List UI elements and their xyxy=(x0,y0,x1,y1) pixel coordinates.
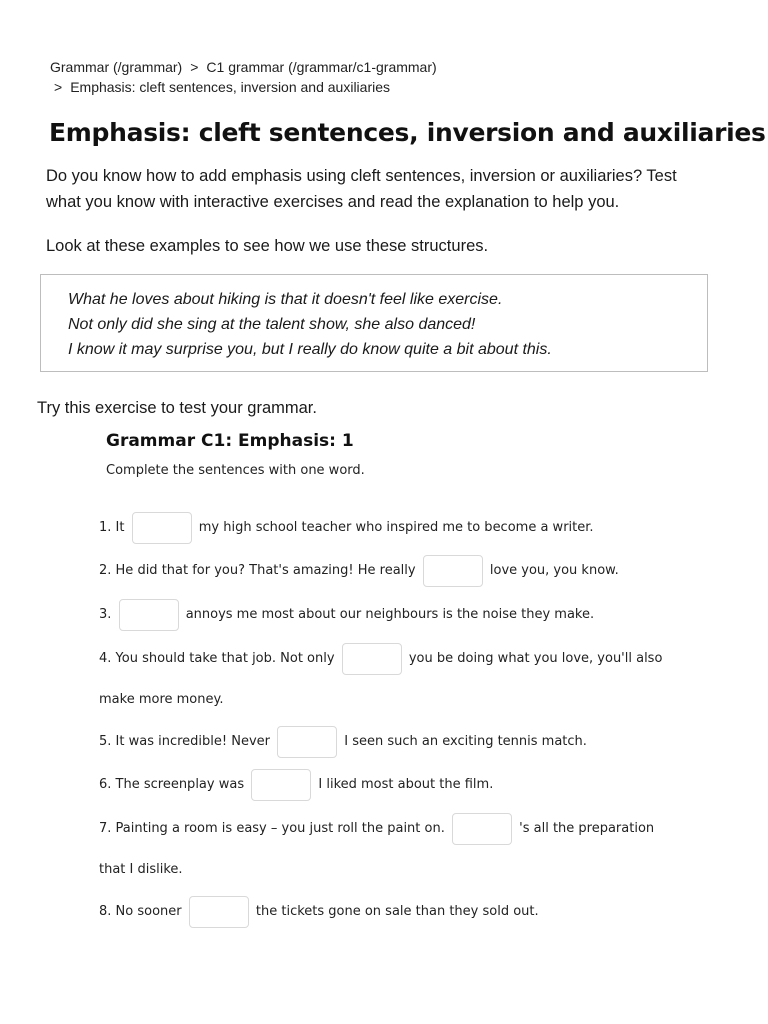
question-text-before: 8. No sooner xyxy=(99,904,182,919)
question-text-before: 4. You should take that job. Not only xyxy=(99,651,335,666)
example-sentence: What he loves about hiking is that it doesn't feel like exercise. xyxy=(68,291,503,308)
try-exercise-text: Try this exercise to test your grammar. xyxy=(37,399,317,417)
answer-input-4[interactable] xyxy=(342,643,402,675)
question-4 xyxy=(99,638,679,720)
answer-input-2[interactable] xyxy=(423,555,483,587)
question-text-before: 1. It xyxy=(99,520,125,535)
question-text-after: I seen such an exciting tennis match. xyxy=(344,734,587,749)
answer-input-6[interactable] xyxy=(251,769,311,801)
question-2 xyxy=(99,550,679,591)
question-text-before: 2. He did that for you? That's amazing! He really xyxy=(99,563,416,578)
question-text-after: love you, you know. xyxy=(489,563,619,578)
answer-input-3[interactable] xyxy=(119,599,179,631)
question-text-before: 7. Painting a room is easy – you just roll the paint on. xyxy=(99,821,445,836)
answer-input-5[interactable] xyxy=(277,726,337,758)
answer-input-8[interactable] xyxy=(189,896,249,928)
question-text-after: my high school teacher who inspired me to become a writer. xyxy=(198,520,594,535)
question-text-after: annoys me most about our neighbours is the noise they make. xyxy=(185,607,595,622)
question-5 xyxy=(99,721,679,762)
breadcrumb-current: Emphasis: cleft sentences, inversion and auxiliaries xyxy=(70,79,391,95)
question-text-after: you be doing what you love, you'll also make more money. xyxy=(99,651,663,707)
question-text-after: I liked most about the film. xyxy=(318,777,494,792)
intro-text: Do you know how to add emphasis using cleft sentences, inversion or auxiliaries? Test what you know with interactive exercises and read the explanation to help you. xyxy=(46,167,677,211)
question-8 xyxy=(99,891,679,932)
breadcrumb-separator: > xyxy=(54,79,63,95)
breadcrumb xyxy=(50,57,437,97)
breadcrumb-link-c1-grammar[interactable]: C1 grammar (/grammar/c1-grammar) xyxy=(206,59,437,75)
example-sentence: Not only did she sing at the talent show, she also danced! xyxy=(68,316,476,333)
question-text-before: 6. The screenplay was xyxy=(99,777,245,792)
answer-input-7[interactable] xyxy=(452,813,512,845)
answer-input-1[interactable] xyxy=(132,512,192,544)
exercise-instructions: Complete the sentences with one word. xyxy=(106,463,365,478)
breadcrumb-separator: > xyxy=(190,59,199,75)
question-text-after: the tickets gone on sale than they sold out. xyxy=(255,904,539,919)
question-7 xyxy=(99,808,679,890)
exercise-title: Grammar C1: Emphasis: 1 xyxy=(106,431,354,451)
example-sentence: I know it may surprise you, but I really do know quite a bit about this. xyxy=(68,341,552,358)
question-text-before: 3. xyxy=(99,607,112,622)
question-3 xyxy=(99,594,679,635)
question-text-after: 's all the preparation that I dislike. xyxy=(99,821,655,877)
breadcrumb-link-grammar[interactable]: Grammar (/grammar) xyxy=(50,59,183,75)
page-title: Emphasis: cleft sentences, inversion and auxiliaries xyxy=(49,118,766,147)
examples-intro-text: Look at these examples to see how we use these structures. xyxy=(46,237,489,255)
question-6 xyxy=(99,764,679,805)
question-text-before: 5. It was incredible! Never xyxy=(99,734,270,749)
examples-box xyxy=(40,274,708,372)
question-1 xyxy=(99,507,679,548)
